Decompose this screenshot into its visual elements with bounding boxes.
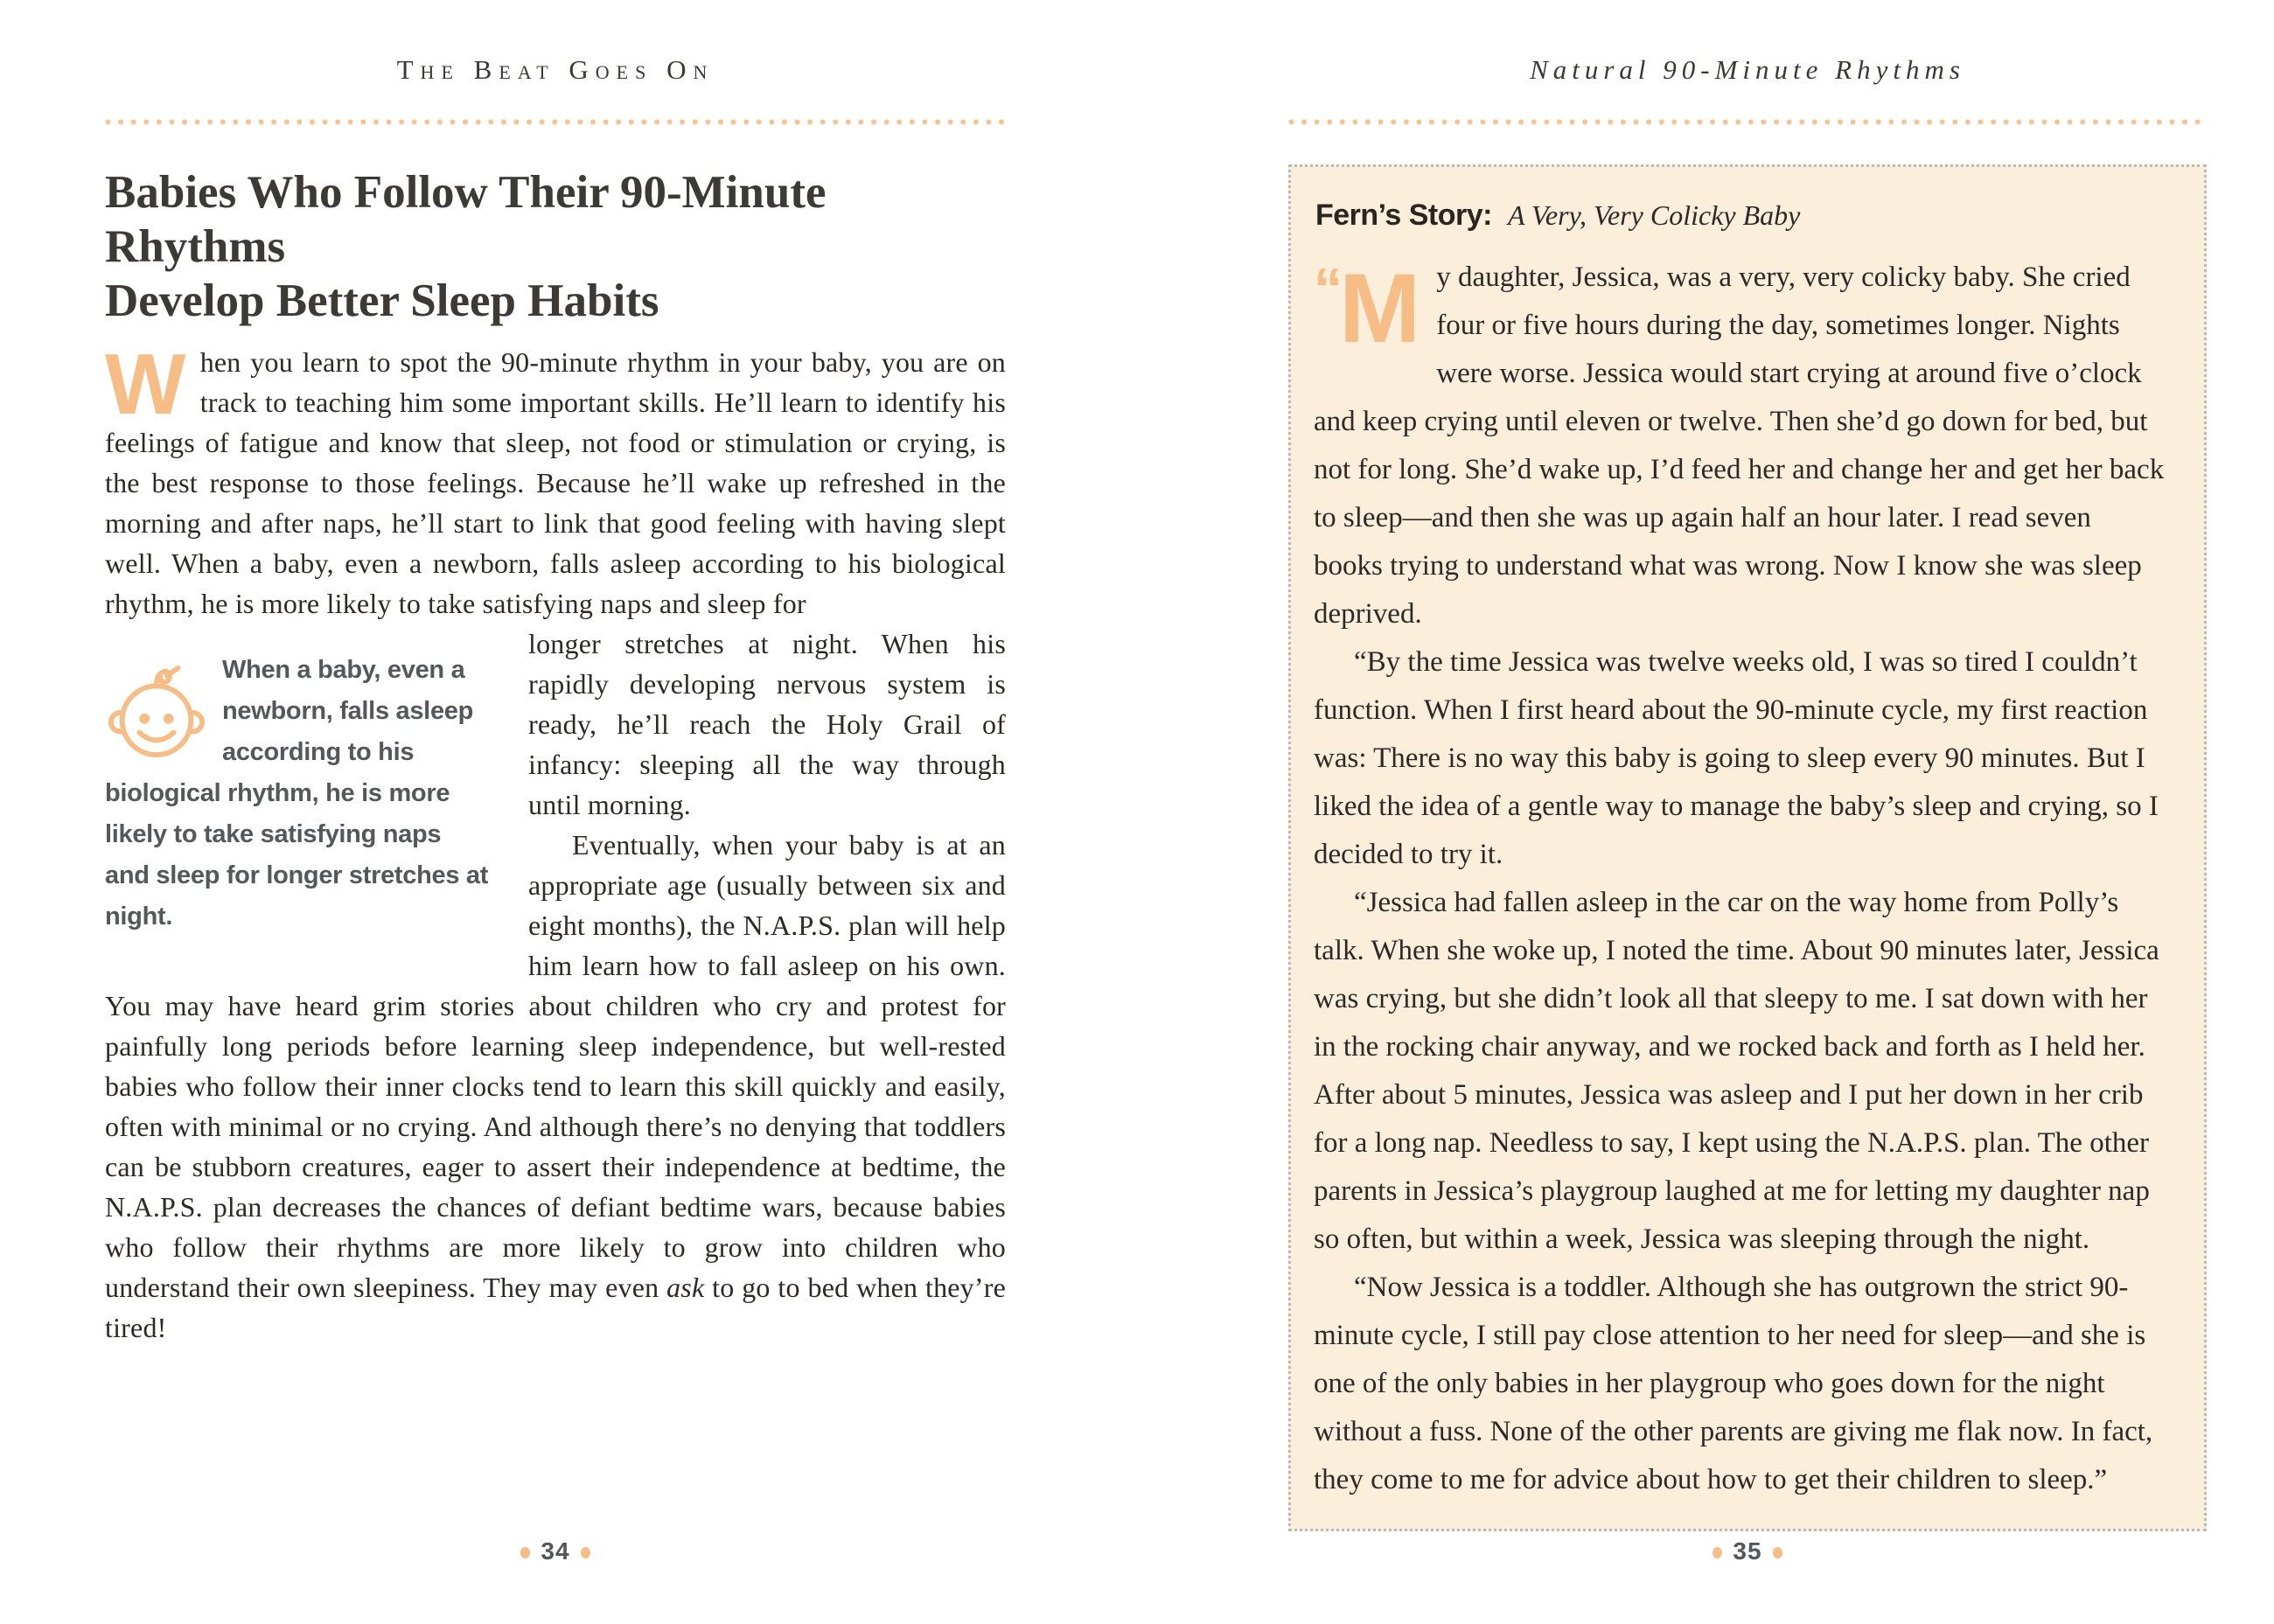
running-header-right: Natural 90-Minute Rhythms xyxy=(1530,54,1965,85)
chapter-title-line1: Babies Who Follow Their 90-Minute Rhythms xyxy=(105,167,827,272)
drop-cap-w: W xyxy=(105,336,186,432)
story-paragraph-2: “By the time Jessica was twelve weeks old, I was so tired I couldn’t function. When I first heard about the 90-minute cycle, my first reaction was: There is no way this baby is going to sleep every 90 minutes. But I liked the idea of a gentle way to manage the baby’s sleep and crying, so I decided to try it. xyxy=(1314,646,2159,870)
story-paragraph-1 xyxy=(1314,254,2166,638)
story-box-header xyxy=(1315,199,2166,233)
page-number-right-value: 35 xyxy=(1733,1537,1762,1565)
para2-text-end: to go to bed when they’re tired! xyxy=(105,1272,1006,1343)
drop-cap-open-quote: “ xyxy=(1314,256,1339,321)
page-number-left xyxy=(105,1537,1006,1565)
para2-italic-word: ask xyxy=(666,1272,705,1303)
page-dot xyxy=(1773,1547,1782,1558)
orange-dotted-rule-right xyxy=(1288,119,2207,125)
pullquote-text: When a baby, even a newborn, falls asleep according to his biological rhythm, he is more likely to take satisfying naps and sleep for longer stretches at night. xyxy=(105,656,489,930)
story-subtitle: A Very, Very Colicky Baby xyxy=(1507,199,1801,231)
running-header-left: The Beat Goes On xyxy=(396,54,715,85)
story-paragraph-1-text: y daughter, Jessica, was a very, very colicky baby. She cried four or five hours during the day, sometimes longer. Nights were worse. Jessica would start crying at around five o’clock and keep crying until eleven or twelve. Then she’d go down for bed, but not for long. She’d wake up, I’d feed her and change her and get her back to sleep—and then she was up again half an hour later. I read seven books trying to understand what was wrong. Now I know she was sleep deprived. xyxy=(1314,261,2165,630)
story-paragraph-3: “Jessica had fallen asleep in the car on the way home from Polly’s talk. When she woke up, I noted the time. About 90 minutes later, Jessica was crying, but she didn’t look all that sleepy to me. I sat down with her in the rocking chair anyway, and we rocked back and forth as I held her. After about 5 minutes, Jessica was asleep and I put her down in her crib for a long nap. Needless to say, I kept using the N.A.P.S. plan. The other parents in Jessica’s playgroup laughed at me for letting my daughter nap so often, but within a week, Jessica was sleeping through the night. xyxy=(1314,887,2159,1255)
body-paragraph-1b: longer stretches at night. When his rapidly developing nervous system is ready, he’ll reach the Holy Grail of infancy: sleeping all the way through until morning. xyxy=(528,628,1006,820)
right-page xyxy=(1288,54,2207,1531)
page-dot xyxy=(581,1547,590,1558)
baby-face-icon xyxy=(105,657,208,760)
drop-cap-m xyxy=(1314,254,1421,363)
para1-part-a-text: hen you learn to spot the 90-minute rhythm in your baby, you are on track to teaching him some important skills. He’ll learn to identify his feelings of fatigue and know that sleep, not food or stimulation or crying, is the best response to those feelings. Because he’ll wake up refreshed in the morning and after naps, he’ll start to link that good feeling with having slept well. When a baby, even a newborn, falls asleep according to his biological rhythm, he is more likely to take satisfying naps and sleep for xyxy=(105,346,1006,619)
pullquote xyxy=(105,650,492,937)
chapter-title-line2: Develop Better Sleep Habits xyxy=(105,275,659,326)
drop-cap-m-letter: M xyxy=(1339,254,1421,363)
left-page xyxy=(105,54,1006,1348)
body-paragraph-1a xyxy=(105,336,1006,624)
chapter-title xyxy=(105,165,1006,328)
para2-text: Eventually, when your baby is at an appropriate age (usually between six and eight months), the N.A.P.S. plan will help him learn how to fall asleep on his own. You may have heard grim stories about children who cry and protest for painfully long periods before learning sleep independence, but well-rested babies who follow their inner clocks tend to learn this skill quickly and easily, often with minimal or no crying. And although there’s no denying that toddlers can be stubborn creatures, eager to assert their independence at bedtime, the N.A.P.S. plan decreases the chances of defiant bedtime wars, because babies who follow their rhythms are more likely to grow into children who understand their own sleepiness. They may even xyxy=(105,829,1006,1303)
body-flow xyxy=(105,336,1006,1348)
page-dot xyxy=(520,1547,530,1558)
page-dot xyxy=(1712,1547,1722,1558)
page-number-left-value: 34 xyxy=(541,1537,570,1565)
story-box xyxy=(1288,164,2207,1531)
story-label: Fern’s Story: xyxy=(1315,199,1492,232)
orange-dotted-rule-left xyxy=(105,119,1006,125)
page-number-right xyxy=(1288,1537,2207,1565)
story-paragraph-4: “Now Jessica is a toddler. Although she has outgrown the strict 90-minute cycle, I still pay close attention to her need for sleep—and she is one of the only babies in her playgroup who goes down for the night without a fuss. None of the other parents are giving me flak now. In fact, they come to me for advice about how to get their children to sleep.” xyxy=(1314,1272,2153,1495)
